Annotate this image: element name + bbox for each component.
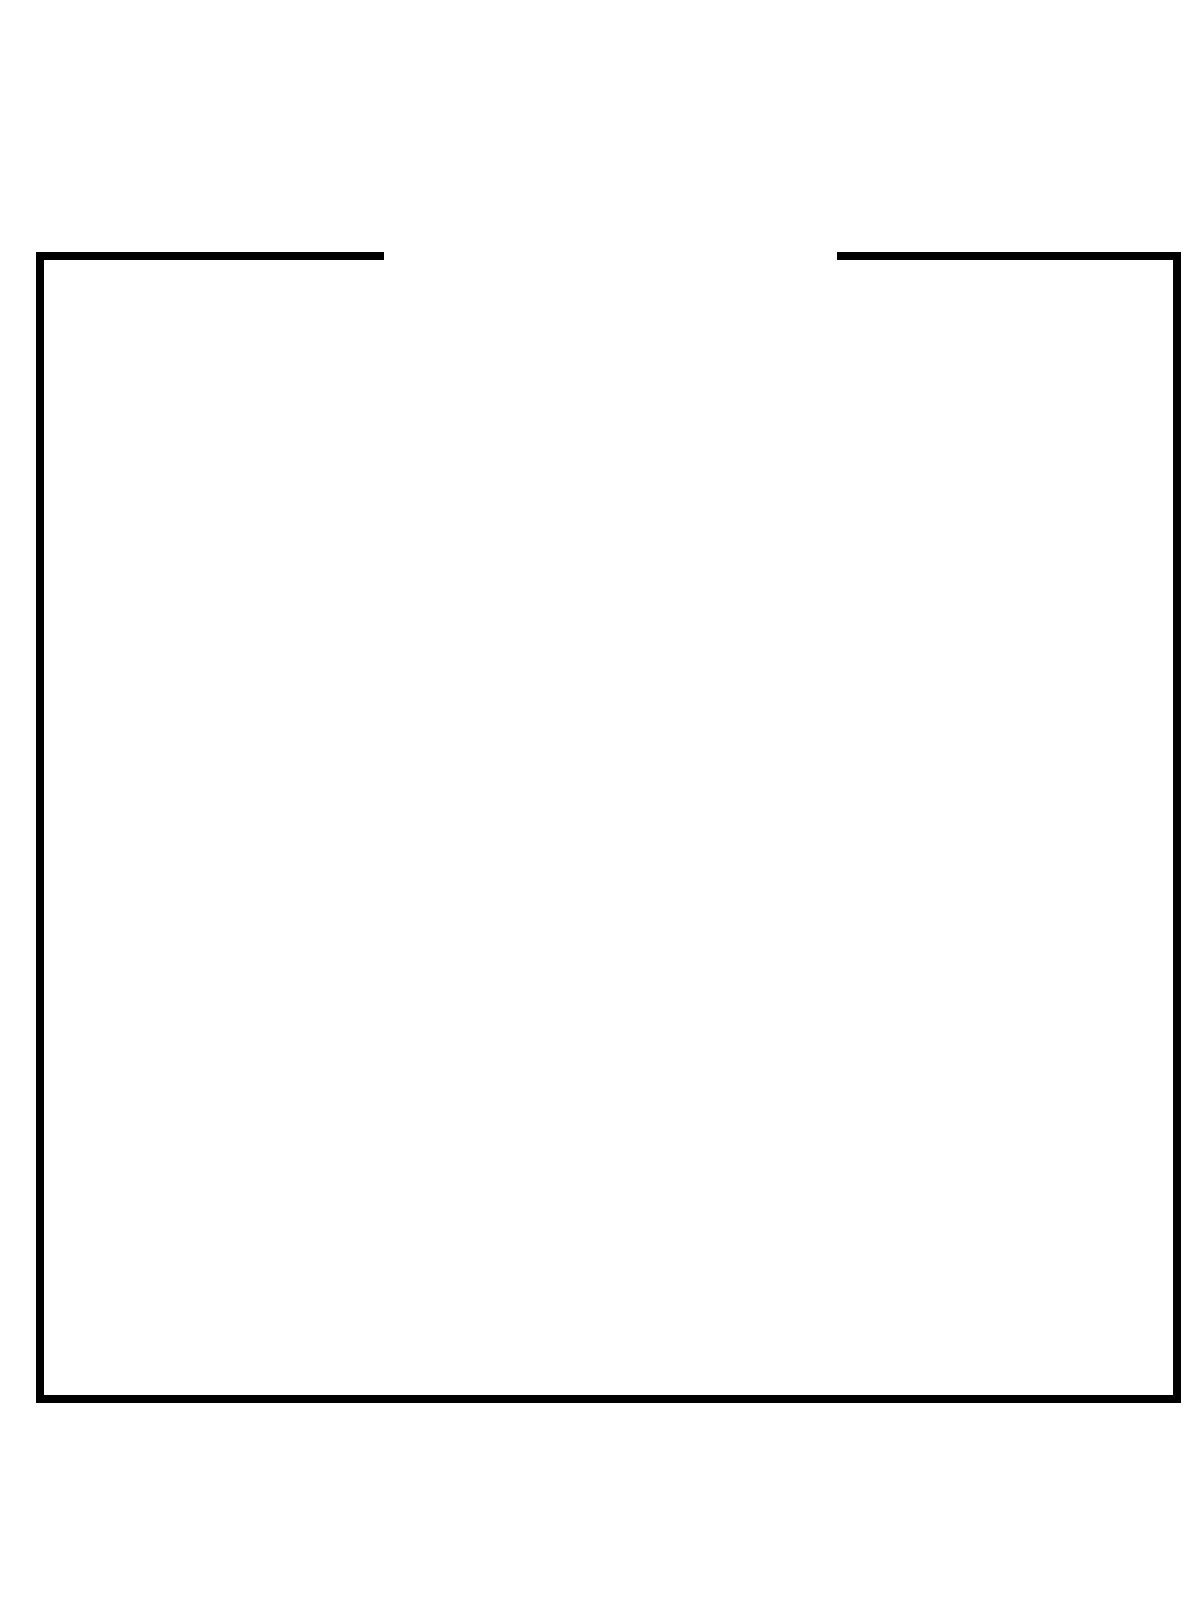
page-title <box>384 207 837 279</box>
chart-frame <box>36 252 1181 1403</box>
